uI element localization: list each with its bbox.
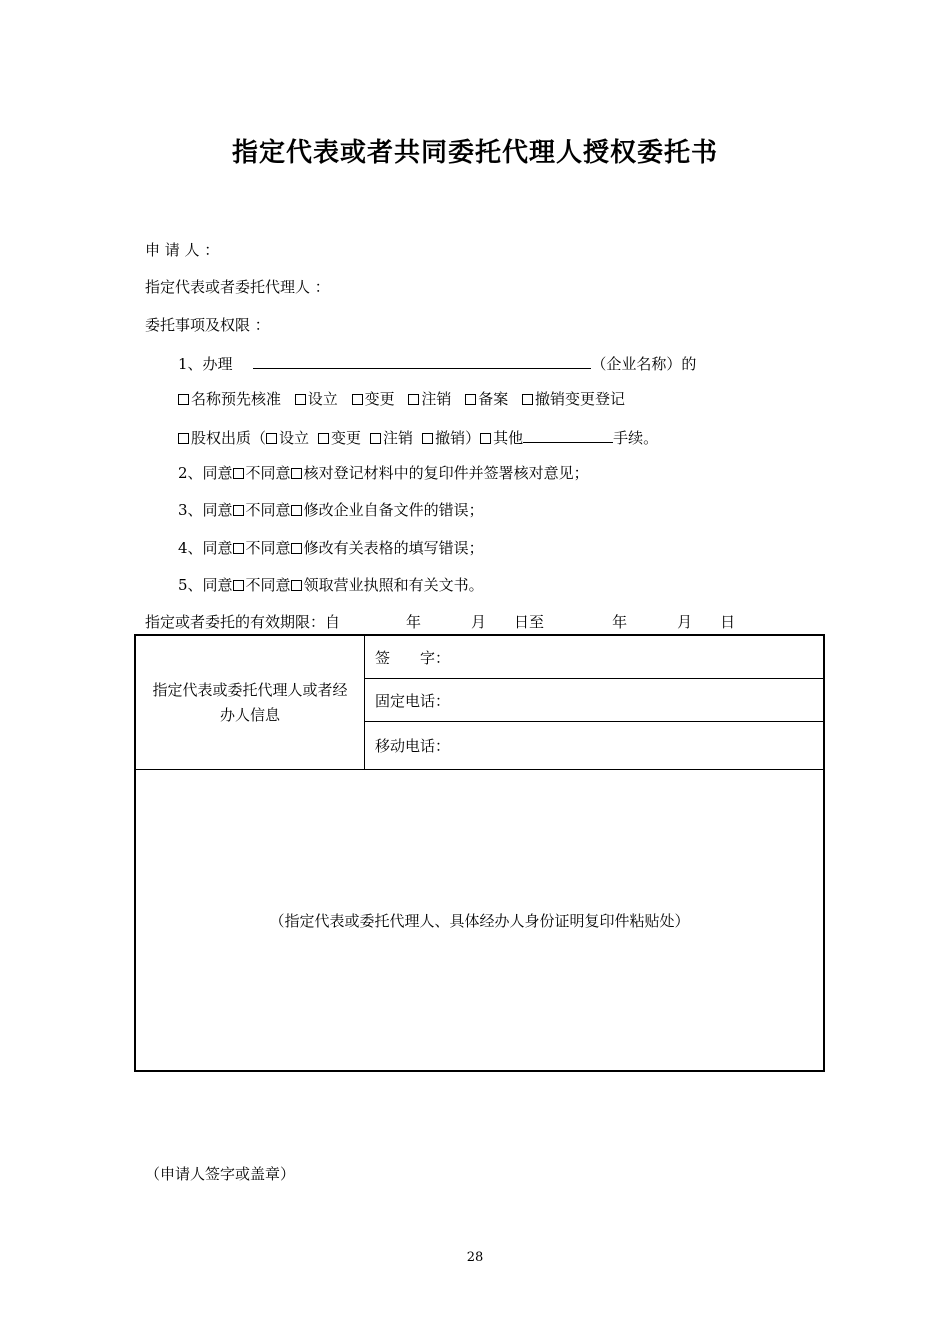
agree-label: 2、同意 [178, 464, 233, 482]
company-name-blank[interactable] [253, 352, 591, 369]
checkbox-disagree[interactable] [291, 580, 302, 591]
disagree-label: 不同意 [245, 576, 291, 594]
disagree-label: 不同意 [245, 501, 291, 519]
checkbox-disagree[interactable] [291, 505, 302, 516]
month-2: 月 [677, 613, 693, 631]
option-label: 撤销变更登记 [534, 390, 625, 408]
checkbox-agree[interactable] [233, 580, 244, 591]
year-1: 年 [406, 613, 422, 631]
item-1-line [178, 352, 696, 374]
checkbox-cancel[interactable] [408, 394, 419, 405]
checkbox-change[interactable] [352, 394, 363, 405]
checkbox-disagree[interactable] [291, 543, 302, 554]
signature-label: 签 字： [375, 648, 451, 667]
scope-label: 委托事项及权限 ： [145, 316, 270, 334]
equity-pledge-label: 股权出质（ [191, 429, 267, 447]
option-label: 注销 [421, 390, 452, 408]
validity-label: 指定或者委托的有效期限：自 [145, 613, 341, 631]
mobile-phone-cell[interactable] [365, 722, 823, 770]
fixed-phone-label: 固定电话： [375, 691, 451, 710]
option-label: 注销 [383, 429, 414, 447]
checkbox-name-approval[interactable] [178, 394, 189, 405]
agent-info-label: 指定代表或委托代理人或者经办人信息 [152, 680, 348, 724]
item-text: 核对登记材料中的复印件并签署核对意见； [303, 464, 589, 482]
day-to: 日至 [514, 613, 545, 631]
option-label: 变更 [331, 429, 362, 447]
checkbox-agree[interactable] [233, 468, 244, 479]
checkbox-equity-pledge[interactable] [178, 433, 189, 444]
item-4-line [178, 538, 484, 558]
applicant-field [145, 240, 219, 260]
option-label: 设立 [307, 390, 338, 408]
agent-label: 指定代表或者委托代理人 ： [145, 278, 330, 296]
disagree-label: 不同意 [245, 539, 291, 557]
item-5-line [178, 575, 484, 595]
item-1-prefix: 1、办理 [178, 355, 233, 373]
checkbox-revoke-change[interactable] [522, 394, 533, 405]
option-label: 撤销 [435, 429, 466, 447]
agent-info-label-cell [136, 636, 365, 770]
id-paste-instruction: （指定代表或委托代理人、具体经办人身份证明复印件粘贴处） [269, 911, 690, 930]
other-blank[interactable] [523, 426, 613, 443]
checkbox-pledge-revoke[interactable] [422, 433, 433, 444]
procedure-end: 手续。 [613, 429, 659, 447]
day-2: 日 [720, 613, 736, 631]
agree-label: 5、同意 [178, 576, 233, 594]
agree-label: 4、同意 [178, 539, 233, 557]
close-paren: ） [465, 429, 481, 447]
checkbox-disagree[interactable] [291, 468, 302, 479]
applicant-signature-note: （申请人签字或盖章） [145, 1165, 296, 1183]
item-1-options-row2 [178, 426, 658, 448]
checkbox-agree[interactable] [233, 505, 244, 516]
checkbox-pledge-change[interactable] [318, 433, 329, 444]
signature-cell[interactable] [365, 636, 823, 679]
checkbox-pledge-establish[interactable] [266, 433, 277, 444]
year-2: 年 [612, 613, 628, 631]
option-label: 名称预先核准 [191, 390, 282, 408]
checkbox-other[interactable] [480, 433, 491, 444]
other-label: 其他 [493, 429, 524, 447]
item-3-line [178, 500, 484, 520]
fixed-phone-cell[interactable] [365, 679, 823, 722]
checkbox-establish[interactable] [295, 394, 306, 405]
id-copy-paste-area [136, 770, 823, 1070]
checkbox-filing[interactable] [465, 394, 476, 405]
agent-field [145, 277, 330, 297]
mobile-phone-label: 移动电话： [375, 737, 451, 755]
validity-line [145, 612, 735, 632]
disagree-label: 不同意 [245, 464, 291, 482]
agent-info-table [134, 634, 825, 1072]
month-1: 月 [471, 613, 487, 631]
option-label: 备案 [478, 390, 509, 408]
item-2-line [178, 463, 589, 483]
agree-label: 3、同意 [178, 501, 233, 519]
page-number: 28 [466, 1250, 484, 1265]
item-1-suffix: （企业名称）的 [591, 355, 697, 373]
checkbox-pledge-cancel[interactable] [370, 433, 381, 444]
item-text: 修改有关表格的填写错误； [303, 539, 484, 557]
option-label: 变更 [364, 390, 395, 408]
item-1-options-row1 [178, 389, 625, 409]
item-text: 修改企业自备文件的错误； [303, 501, 484, 519]
scope-field [145, 315, 270, 335]
document-title: 指定代表或者共同委托代理人授权委托书 [231, 138, 718, 168]
applicant-label: 申 请 人 ： [145, 241, 220, 259]
option-label: 设立 [279, 429, 310, 447]
item-text: 领取营业执照和有关文书。 [303, 576, 484, 594]
checkbox-agree[interactable] [233, 543, 244, 554]
